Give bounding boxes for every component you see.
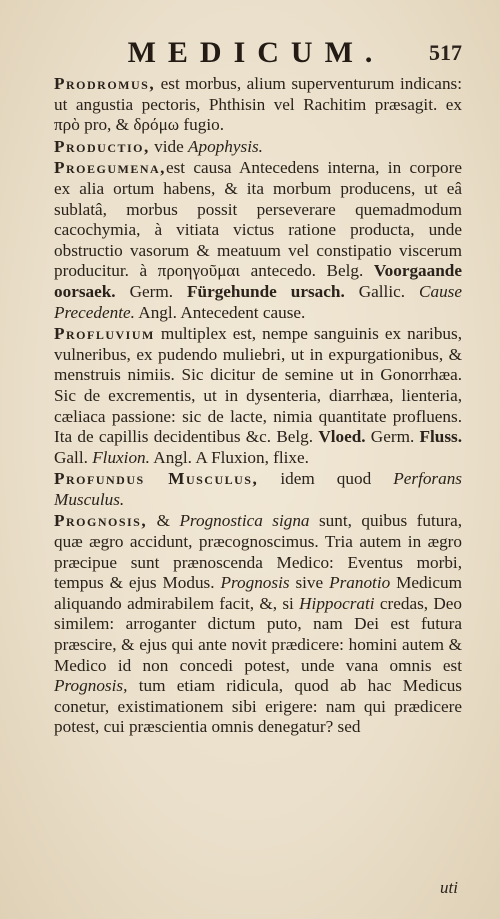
dictionary-text	[54, 74, 462, 738]
italic-phrase: Prognostica signa	[179, 511, 310, 531]
page-number: 517	[429, 40, 462, 65]
entry-term: Proegumena,	[54, 158, 166, 178]
entry-term: Prognosis,	[54, 511, 148, 531]
dutch-term: Vloed.	[318, 427, 366, 447]
entry-productio	[54, 137, 462, 158]
entry-definition: idem quod	[258, 469, 394, 489]
italic-phrase: Pranotio	[329, 573, 391, 593]
french-term: Cause Precedente.	[54, 281, 462, 322]
entry-prodromus	[54, 74, 462, 136]
catchword: uti	[440, 878, 458, 897]
entry-text: Angl. A Fluxion, flixe.	[149, 447, 309, 467]
italic-phrase: Prognosis,	[54, 676, 128, 696]
entry-term: Profluvium	[54, 324, 155, 344]
german-term: Fürgehunde ursach.	[187, 281, 345, 301]
entry-text: Gallic.	[344, 281, 420, 301]
italic-phrase: Hippocrati	[299, 593, 375, 613]
entry-text: Germ.	[365, 427, 420, 447]
entry-text: sive	[289, 573, 330, 593]
german-term: Fluss.	[419, 427, 462, 447]
entry-term: Profundus Musculus,	[54, 469, 259, 489]
cross-reference: Apophysis.	[188, 136, 263, 156]
entry-text: tum etiam ridicula, quod ab hac Medicus conetur, existimationem sibi erigere: nam qui prædicere potest, cui præscientia omnis denegatur? sed	[54, 676, 462, 737]
entry-text: &	[147, 511, 180, 531]
entry-text: credas, Deo similem: arroganter dictum puto, nam Dei est futura præscire, & ejus qui ante novit prædicere: homini autem & Medico id non concedi potest, unde vana omnis est	[54, 593, 462, 675]
entry-text: Germ.	[115, 281, 188, 301]
french-term: Fluxion.	[92, 447, 150, 467]
entry-proegumena	[54, 158, 462, 323]
entry-text: Gall.	[54, 447, 93, 467]
entry-profluvium	[54, 324, 462, 468]
entry-profundus	[54, 469, 462, 510]
entry-term: Productio,	[54, 136, 150, 156]
cross-reference: Perforans Musculus.	[54, 469, 462, 509]
entry-text: Angl. Antecedent cause.	[134, 302, 306, 322]
entry-definition: est morbus, alium superventurum indicans: ut angustia pectoris, Phthisin vel Rachitim præsagit. ex πρὸ pro, & δρόμω fugio.	[54, 74, 462, 135]
italic-phrase: Prognosis	[220, 573, 290, 593]
entry-definition: est causa Antecedens interna, in corpore ex alia ortum habens, & ita morbum producens, ut eâ sublatâ, morbus possit perseverare quemadmodum cacochymia, à vitiata victus ratione producta, unde obstructio vasorum & meatuum vel constipatio viscerum producitur. à προηγοῦμαι antecedo. Belg.	[54, 158, 462, 281]
running-head: MEDICUM.	[127, 36, 385, 69]
entry-text: Medicum aliquando admirabilem facit, &, si	[54, 573, 462, 613]
entry-definition: multiplex est, nempe sanguinis ex naribus, vulneribus, ex pudendo muliebri, ut in expurgationibus, & menstruis nimiis. Sic dicitur de semine ut in Gonorrhæa. Sic de excrementis, ut in dysenteria, diarrhæa, lienteria, cæliaca passione: sic de lacte, nimia quantitate profluens. Ita de capillis decidentibus &c. Belg.	[54, 324, 462, 447]
entry-text: sunt, quibus futura, quæ ægro accidunt, præcognoscimus. Tria autem in ægro præcipue sunt prænoscenda Medico: Eventus morbi, tempus & ejus Modus.	[54, 511, 463, 593]
entry-definition: vide	[149, 136, 188, 156]
page-header	[100, 36, 462, 70]
dutch-term: Voorgaande oorsaek.	[54, 261, 462, 301]
entry-prognosis	[54, 511, 462, 738]
entry-term: Prodromus,	[54, 74, 156, 93]
